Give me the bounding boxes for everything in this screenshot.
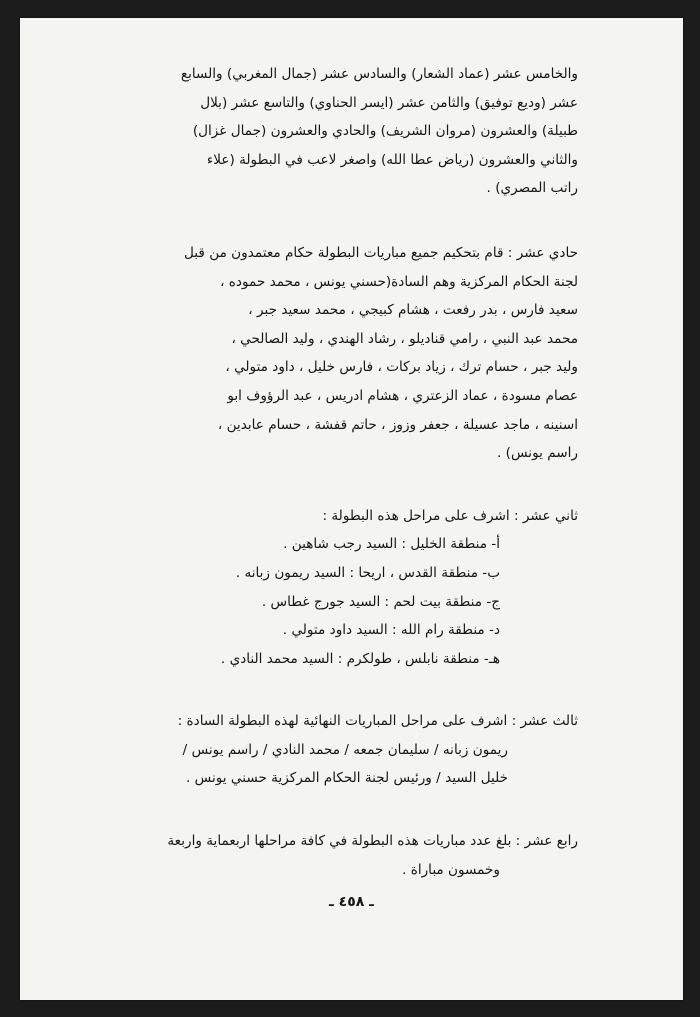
region-item: د- منطقة رام الله : السيد داود متولي . <box>282 622 500 639</box>
section-fourteen <box>80 827 578 884</box>
text-line: وليد جبر ، حسام ترك ، زياد بركات ، فارس خليل ، داود متولي ، <box>225 359 578 376</box>
text-line: والثاني والعشرون (رياض عطا الله) واصغر لاعب في البطولة (علاء <box>206 151 578 168</box>
text-line: محمد عبد النبي ، رامي قناديلو ، رشاد الهندي ، وليد الصالحي ، <box>231 330 578 347</box>
text-line: وخمسون مباراة . <box>402 861 500 878</box>
intro-paragraph <box>80 60 578 203</box>
page-number: ـ ٤٥٨ ـ <box>329 894 374 910</box>
document-page <box>20 18 683 1000</box>
text-line: لجنة الحكام المركزية وهم السادة(حسني يونس ، محمد حموده ، <box>220 273 578 290</box>
text-line: عصام مسودة ، عماد الزعتري ، هشام ادريس ، عبد الرؤوف ابو <box>227 387 578 404</box>
text-line: حادي عشر : قام بتحكيم جميع مباريات البطولة حكام معتمدون من قبل <box>184 244 578 261</box>
text-line: رابع عشر : بلغ عدد مباريات هذه البطولة في كافة مراحلها اربعماية واربعة <box>167 833 578 850</box>
text-line: خليل السيد / ورئيس لجنة الحكام المركزية حسني يونس . <box>186 770 508 787</box>
section-heading: ثاني عشر : اشرف على مراحل هذه البطولة : <box>322 507 578 524</box>
text-line: ريمون زبانه / سليمان جمعه / محمد النادي / راسم يونس / <box>182 741 508 758</box>
text-line: راتب المصري) . <box>486 180 578 197</box>
section-thirteen <box>80 707 578 793</box>
text-line: اسنينه ، ماجد عسيلة ، جعفر وزوز ، حاتم قفشة ، حسام عابدين ، <box>217 416 578 433</box>
text-line: راسم يونس) . <box>497 445 578 462</box>
text-line: سعيد فارس ، بدر رفعت ، هشام كبيجي ، محمد سعيد جبر ، <box>248 302 578 319</box>
section-eleven <box>80 239 578 468</box>
region-item: ب- منطقة القدس ، اريحا : السيد ريمون زبانه . <box>235 564 500 581</box>
section-twelve <box>80 502 578 674</box>
text-line: والخامس عشر (عماد الشعار) والسادس عشر (جمال المغربي) والسابع <box>180 66 578 82</box>
region-item: هـ- منطقة نابلس ، طولكرم : السيد محمد النادي . <box>220 650 500 667</box>
text-line: طبيلة) والعشرون (مروان الشريف) والحادي والعشرون (جمال غزال) <box>192 123 578 140</box>
text-line: عشر (وديع توفيق) والثامن عشر (ايسر الحناوي) والتاسع عشر (بلال <box>200 94 578 111</box>
page-content <box>80 60 578 884</box>
region-item: أ- منطقة الخليل : السيد رجب شاهين . <box>283 536 500 553</box>
region-item: ج- منطقة بيت لحم : السيد جورج غطاس . <box>261 593 500 610</box>
section-heading: ثالث عشر : اشرف على مراحل المباريات النهائية لهذه البطولة السادة : <box>177 713 578 730</box>
